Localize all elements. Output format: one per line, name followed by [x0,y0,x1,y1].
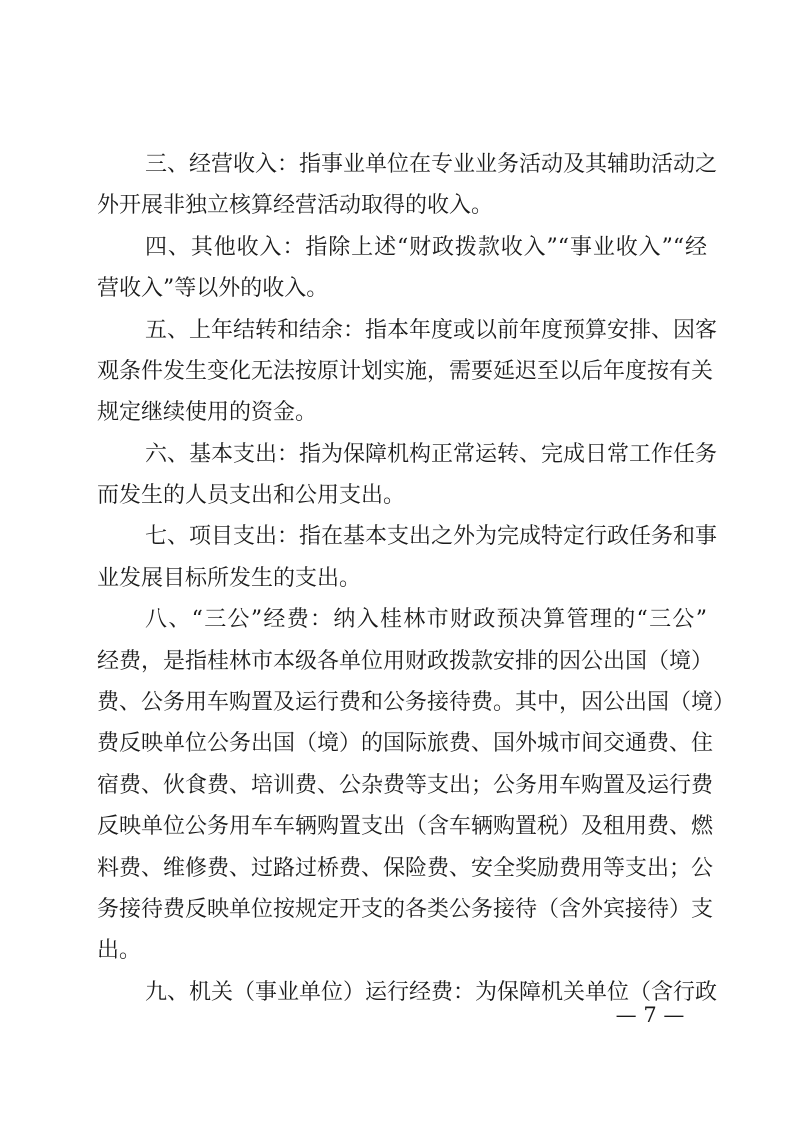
text-line: 出。 [97,938,142,963]
text-line: 八、“三公”经费：纳入桂林市财政预决算管理的“三公” [145,607,707,632]
text-line: 规定继续使用的资金。 [97,400,318,425]
text-line: 务接待费反映单位按规定开支的各类公务接待（含外宾接待）支 [97,897,714,922]
text-line: 七、项目支出：指在基本支出之外为完成特定行政任务和事 [145,524,718,549]
text-line: 经费，是指桂林市本级各单位用财政拨款安排的因公出国（境） [97,649,714,674]
text-line: 三、经营收入：指事业单位在专业业务活动及其辅助活动之 [145,152,718,177]
text-line: 六、基本支出：指为保障机构正常运转、完成日常工作任务 [145,442,718,467]
text-line: 费、公务用车购置及运行费和公务接待费。其中，因公出国（境） [97,690,736,715]
text-line: 营收入”等以外的收入。 [97,276,329,301]
text-line: 宿费、伙食费、培训费、公杂费等支出；公务用车购置及运行费 [97,773,714,798]
text-line: 观条件发生变化无法按原计划实施，需要延迟至以后年度按有关 [97,359,714,384]
text-line: 业发展目标所发生的支出。 [97,566,362,591]
text-line: 外开展非独立核算经营活动取得的收入。 [97,193,494,218]
text-line: 而发生的人员支出和公用支出。 [97,483,406,508]
page-number: — 7 — [615,1003,685,1027]
text-line: 四、其他收入：指除上述“财政拨款收入”“事业收入”“经 [145,235,707,260]
text-line: 五、上年结转和结余：指本年度或以前年度预算安排、因客 [145,318,718,343]
text-line: 反映单位公务用车车辆购置支出（含车辆购置税）及租用费、燃 [97,814,714,839]
text-line: 九、机关（事业单位）运行经费：为保障机关单位（含行政 [145,980,718,1005]
text-line: 料费、维修费、过路过桥费、保险费、安全奖励费用等支出；公 [97,856,714,881]
text-line: 费反映单位公务出国（境）的国际旅费、国外城市间交通费、住 [97,731,714,756]
